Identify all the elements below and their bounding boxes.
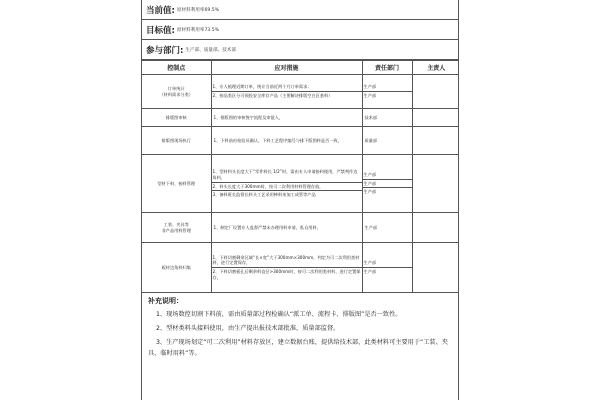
header-dept: 责任部门 — [362, 61, 412, 75]
dept-cell: 生产部 — [362, 213, 412, 243]
dept-item: 生产部 — [363, 189, 377, 195]
dept-item: 生产部 — [363, 269, 377, 274]
measure-item: 1、下料切割剩余区域“长×宽”大于300mm×300mm，判定为可二次利用类材料，进行定置保存， — [212, 254, 362, 268]
notes-title: 补充说明： — [148, 297, 183, 305]
dept-cell: 技术部 — [362, 109, 412, 127]
dept-row — [142, 40, 458, 60]
control-point-cell: 排版图现场执行 — [142, 127, 211, 155]
control-point-cell: 订单统计 （材料需求分类） — [142, 75, 211, 109]
table-row — [142, 213, 459, 243]
owner-cell — [412, 155, 459, 213]
table-row — [142, 243, 459, 293]
dept-text: 生产部、质量部、技术部 — [185, 47, 236, 53]
dept-cell: 质量部 — [362, 127, 412, 155]
measure-item: 1、型材料头长度大于“零件料长 1/2”时，需由专人申请接料使用，严禁判作边角料， — [212, 168, 362, 182]
table-row — [142, 155, 459, 213]
dept-item: 生产部 — [363, 180, 412, 189]
control-point-cell: 型材下料、接料管理 — [142, 155, 211, 213]
dept-item: 生产部 — [363, 259, 412, 268]
owner-cell — [412, 243, 459, 293]
control-point-cell: 工装、夹具等 非产品用料管理 — [142, 213, 211, 243]
measures-cell — [211, 243, 362, 293]
current-value-row — [142, 0, 458, 20]
owner-cell — [412, 213, 459, 243]
measure-item: 3、备料班长监督长料头工艺采用棒料来加工成管等产品 — [212, 192, 316, 198]
table-row — [142, 127, 459, 155]
control-point-cell: 板材边角料归集 — [142, 243, 211, 293]
measures-cell: 1、排版图的审核签字流程及审批人， — [211, 109, 362, 127]
dept-cell — [362, 243, 412, 293]
table-row — [142, 75, 459, 109]
control-point-cell: 排版图审核 — [142, 109, 211, 127]
header-measures: 应对措施 — [211, 61, 362, 75]
table-header-row — [142, 61, 459, 75]
owner-cell — [412, 109, 459, 127]
target-value-label: 目标值: — [146, 25, 175, 36]
measures-cell — [211, 75, 362, 109]
document-sheet — [141, 0, 459, 400]
dept-item: 生产部 — [363, 83, 412, 92]
dept-item: 生产部 — [363, 93, 377, 98]
current-value-label: 当前值: — [146, 5, 175, 16]
measure-item: 2、料头长度大于300mm时，按可二次利用材料管理存放， — [212, 183, 362, 192]
target-value-text: 原材料利用率73.5% — [176, 27, 220, 33]
note-item: 1、现场数控切割下料前，需由质量部过程检确认“派工单、流程卡、排版图”是否一致性。 — [156, 311, 402, 318]
measure-item: 2、按品类区分可预投安全库存产品（主要解决排版空白区套料） — [212, 93, 333, 98]
dept-cell — [362, 155, 412, 213]
dept-cell — [362, 75, 412, 109]
header-owner: 主责人 — [412, 61, 459, 75]
control-table — [142, 60, 459, 293]
header-control-point: 控制点 — [142, 61, 211, 75]
target-value-row — [142, 20, 458, 40]
measures-cell: 1、制定厂设置专人监督严禁未办理用料申请，私自用料， — [211, 213, 362, 243]
supplementary-notes — [142, 293, 458, 365]
table-row — [142, 109, 459, 127]
measure-item: 1、专人梳理近期订单，统计当前近两个月订单需求； — [212, 83, 362, 92]
owner-cell — [412, 75, 459, 109]
note-item: 3、生产现场划定“可二次利用”材料存放区，建立数据台账，提供给技术部，此类材料可主要用于“工装、夹具、临时用料”等。 — [148, 338, 448, 358]
current-value-text: 原材料利用率69.5% — [176, 7, 220, 13]
note-item: 2、型材类料头接料使用，由生产提出报技术部批准，质量部监督。 — [156, 324, 340, 332]
measure-item: 2、下料切割板孔后剩余料直径>300mm时，按可二次利用类材料，进行定置保存， — [212, 269, 361, 280]
dept-label: 参与部门: — [146, 45, 184, 56]
measures-cell — [211, 155, 362, 213]
dept-item: 生产部 — [363, 171, 412, 180]
measures-cell: 1、下料前由检验员确认，下料工艺程序编号与排下版图料是否一致， — [211, 127, 362, 155]
owner-cell — [412, 127, 459, 155]
